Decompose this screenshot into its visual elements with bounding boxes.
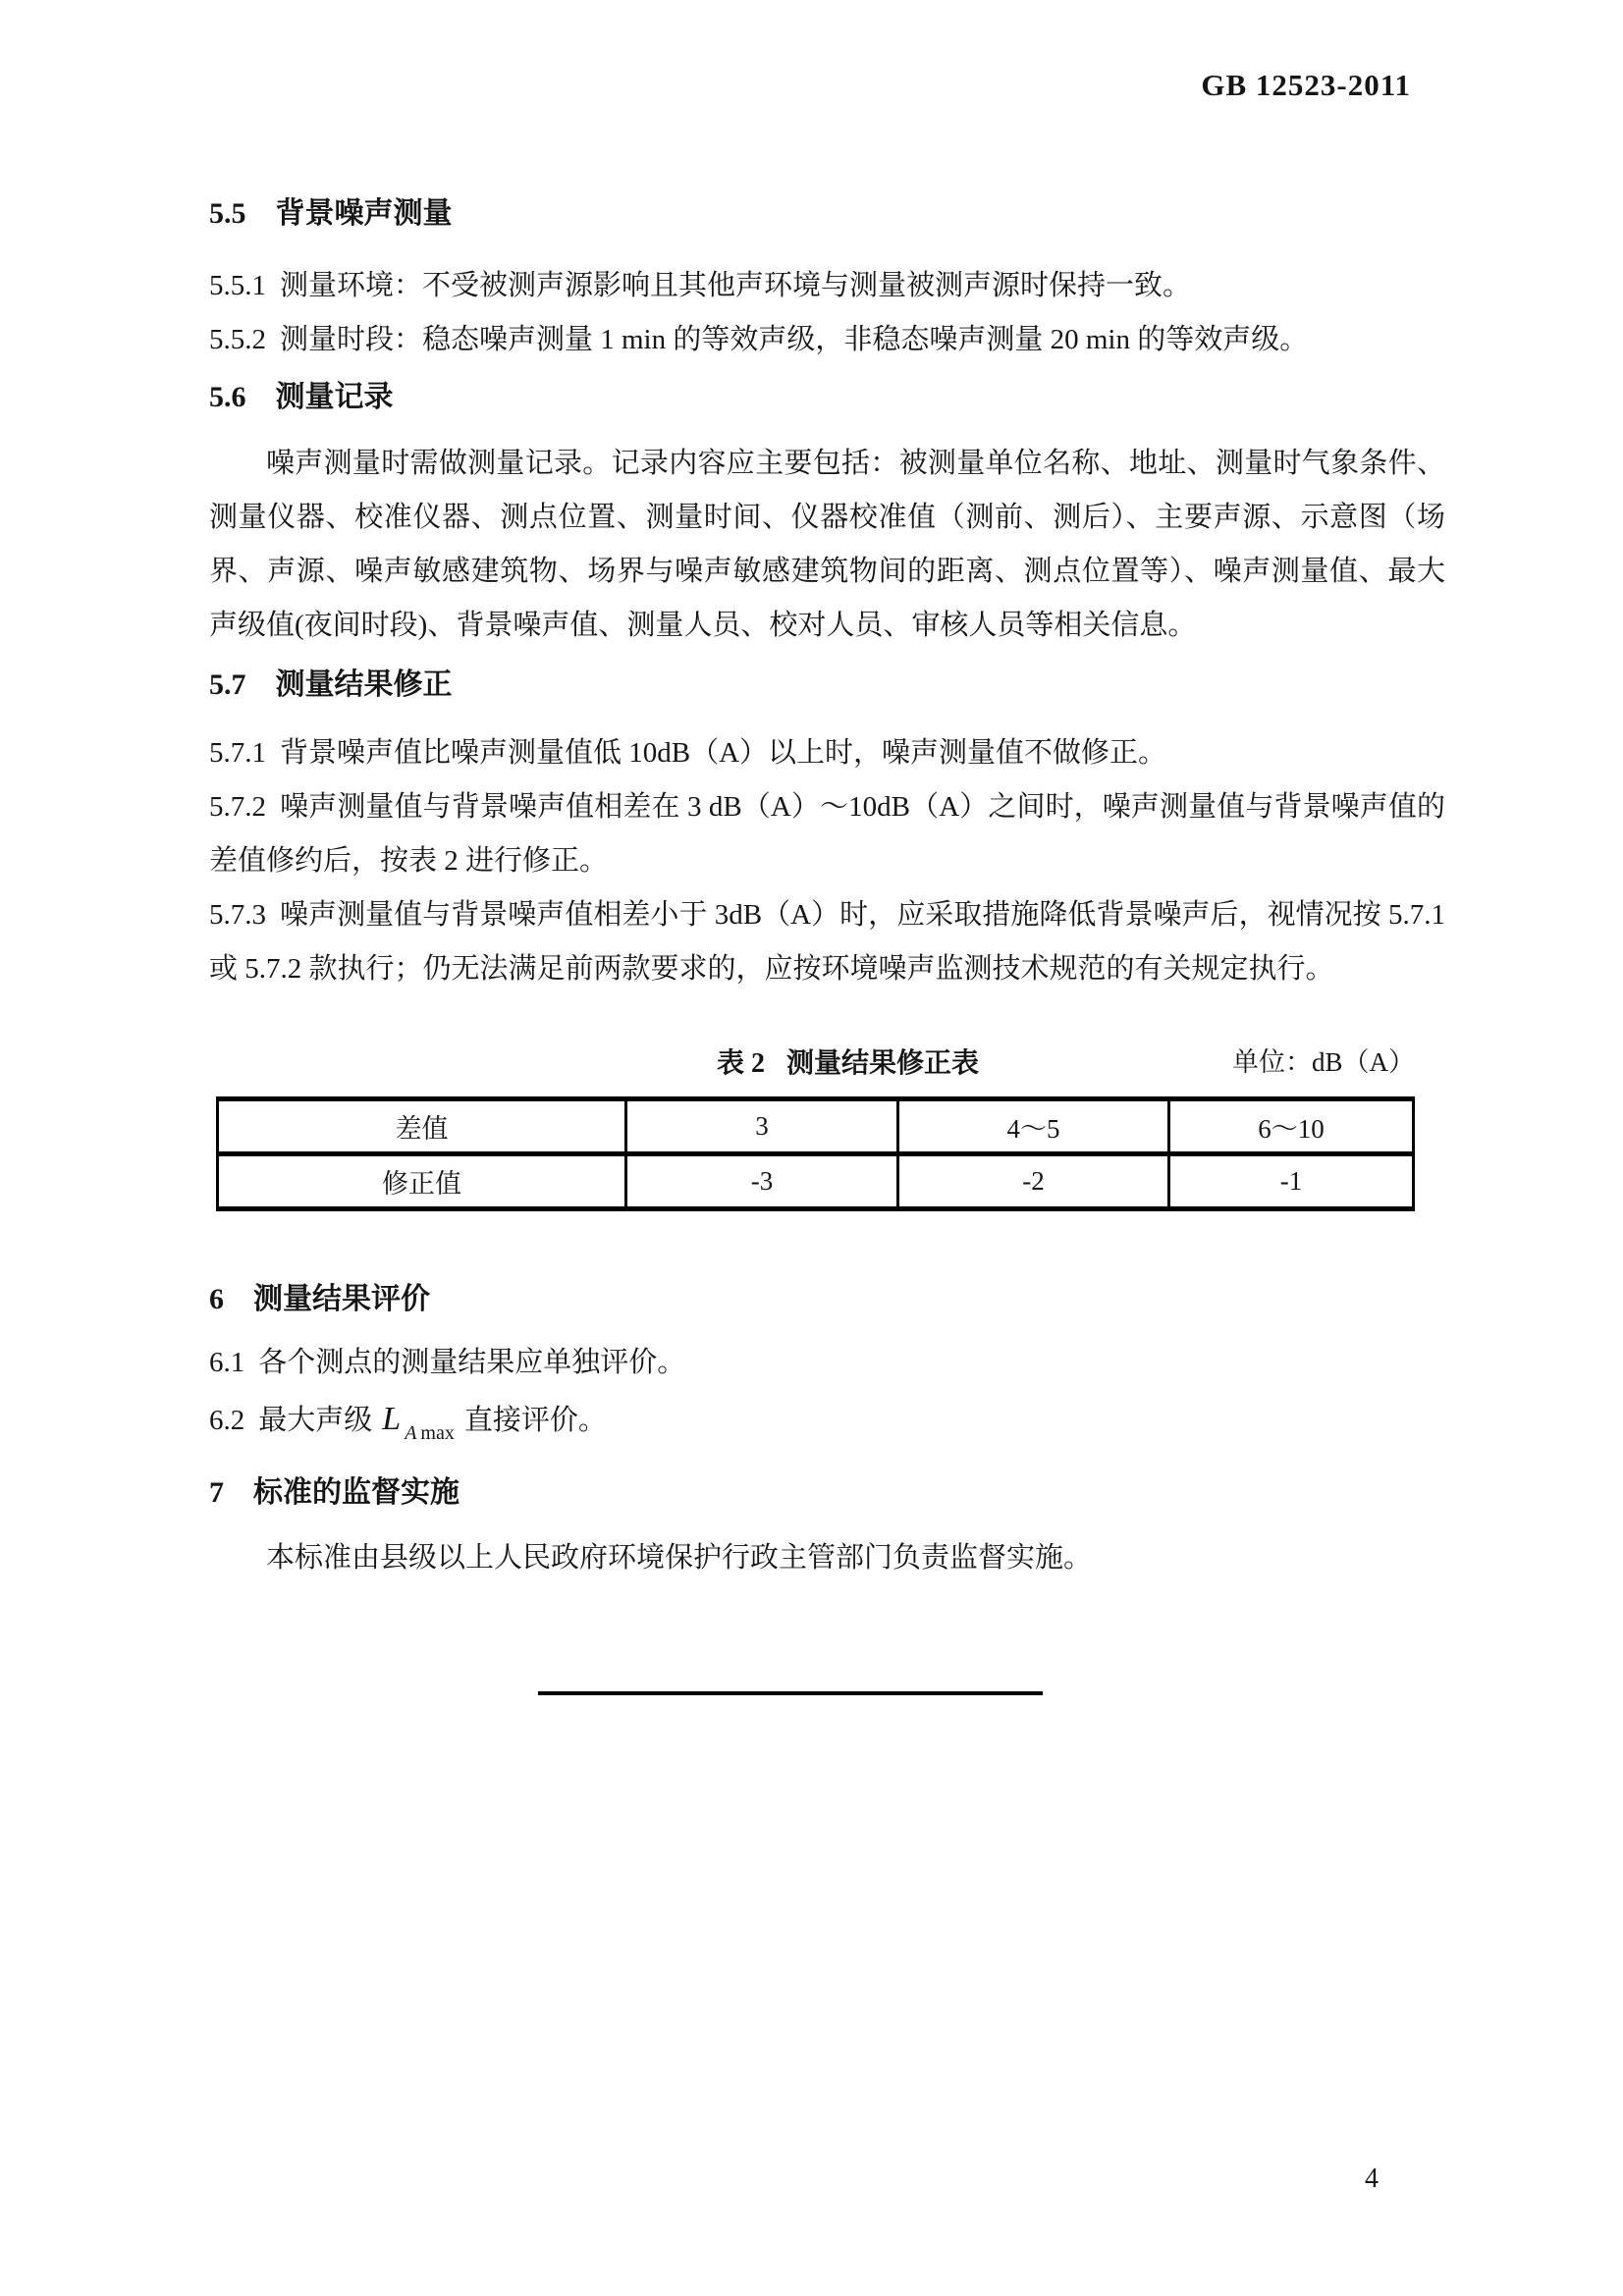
table-caption-row xyxy=(216,1036,1415,1090)
paragraph-7: 本标准由县级以上人民政府环境保护行政主管部门负责监督实施。 xyxy=(266,1542,1093,1574)
clause-5-7-3 xyxy=(209,888,1445,996)
correction-table xyxy=(216,1096,1415,1211)
section-title: 测量记录 xyxy=(275,381,394,413)
section-number: 5.7 xyxy=(209,668,246,701)
value-cell: -2 xyxy=(898,1154,1169,1209)
clause-text: 背景噪声值比噪声测量值低 10dB（A）以上时，噪声测量值不做修正。 xyxy=(280,737,1167,769)
clause-number: 6.2 xyxy=(209,1405,245,1436)
section-title: 测量结果修正 xyxy=(275,668,453,701)
subscript-roman: max xyxy=(420,1422,455,1444)
standard-number: GB 12523-2011 xyxy=(1201,68,1411,102)
section-heading-5-7 xyxy=(209,658,1445,712)
section-title: 背景噪声测量 xyxy=(275,197,453,230)
clause-text: 各个测点的测量结果应单独评价。 xyxy=(258,1347,686,1378)
section-title: 标准的监督实施 xyxy=(253,1476,460,1509)
end-of-text-rule xyxy=(538,1691,1043,1695)
subscript-italic: A xyxy=(405,1422,417,1444)
page-number: 4 xyxy=(1365,2163,1379,2194)
clause-6-2 xyxy=(209,1392,1445,1461)
clause-number: 6.1 xyxy=(209,1347,245,1378)
section-number: 5.6 xyxy=(209,381,246,413)
level-symbol: L xyxy=(382,1401,402,1437)
clause-5-7-2 xyxy=(209,780,1445,888)
clause-6-1 xyxy=(209,1336,1445,1390)
level-symbol-subscript xyxy=(405,1422,455,1444)
paragraph-5-6: 噪声测量时需做测量记录。记录内容应主要包括：被测量单位名称、地址、测量时气象条件、测量仪器、校准仪器、测点位置、测量时间、仪器校准值（测前、测后）、主要声源、示意图（场界、声源、噪声敏感建筑物、场界与噪声敏感建筑物间的距离、测点位置等）、噪声测量值、最大声级值(夜间时段)、背景噪声值、测量人员、校对人员、审核人员等相关信息。 xyxy=(209,448,1445,641)
section-heading-7 xyxy=(209,1466,1445,1520)
clause-5-5-1 xyxy=(209,259,1445,313)
section-number: 7 xyxy=(209,1476,224,1509)
value-cell: -3 xyxy=(626,1154,898,1209)
clause-5-7-1 xyxy=(209,726,1445,780)
table-caption-title: 测量结果修正表 xyxy=(786,1047,980,1078)
clause-5-5-2 xyxy=(209,313,1445,367)
clause-text: 测量环境：不受被测声源影响且其他声环境与测量被测声源时保持一致。 xyxy=(280,270,1192,301)
clause-text: 噪声测量值与背景噪声值相差在 3 dB（A）～10dB（A）之间时，噪声测量值与背景噪声值的差值修约后，按表 2 进行修正。 xyxy=(209,791,1445,877)
clause-number: 5.5.1 xyxy=(209,270,266,301)
clause-number: 5.7.1 xyxy=(209,737,266,769)
table-row-correction xyxy=(218,1154,1414,1209)
clause-text-post: 直接评价。 xyxy=(463,1405,607,1436)
value-cell: 4～5 xyxy=(898,1099,1169,1154)
table-row-difference xyxy=(218,1099,1414,1154)
row-header-cell: 修正值 xyxy=(218,1154,626,1209)
section-heading-6 xyxy=(209,1272,1445,1326)
clause-text: 噪声测量值与背景噪声值相差小于 3dB（A）时，应采取措施降低背景噪声后，视情况按 5.7.1 或 5.7.2 款执行；仍无法满足前两款要求的，应按环境噪声监测技术规范的有关规定执行。 xyxy=(209,899,1445,985)
value-cell: -1 xyxy=(1169,1154,1414,1209)
section-title: 测量结果评价 xyxy=(253,1283,430,1315)
clause-number: 5.5.2 xyxy=(209,324,266,355)
clause-text-pre: 最大声级 xyxy=(258,1405,373,1436)
section-number: 6 xyxy=(209,1283,224,1315)
value-cell: 3 xyxy=(626,1099,898,1154)
section-heading-5-5 xyxy=(209,187,1445,240)
section-heading-5-6 xyxy=(209,370,1445,424)
row-header-cell: 差值 xyxy=(218,1099,626,1154)
value-cell: 6～10 xyxy=(1169,1099,1414,1154)
section-number: 5.5 xyxy=(209,197,246,230)
clause-number: 5.7.2 xyxy=(209,791,266,823)
table-unit-label: 单位：dB（A） xyxy=(1231,1047,1415,1077)
clause-number: 5.7.3 xyxy=(209,899,266,931)
table-caption-label: 表 2 xyxy=(716,1048,765,1079)
clause-text: 测量时段：稳态噪声测量 1 min 的等效声级，非稳态噪声测量 20 min 的等效声级。 xyxy=(280,324,1309,355)
